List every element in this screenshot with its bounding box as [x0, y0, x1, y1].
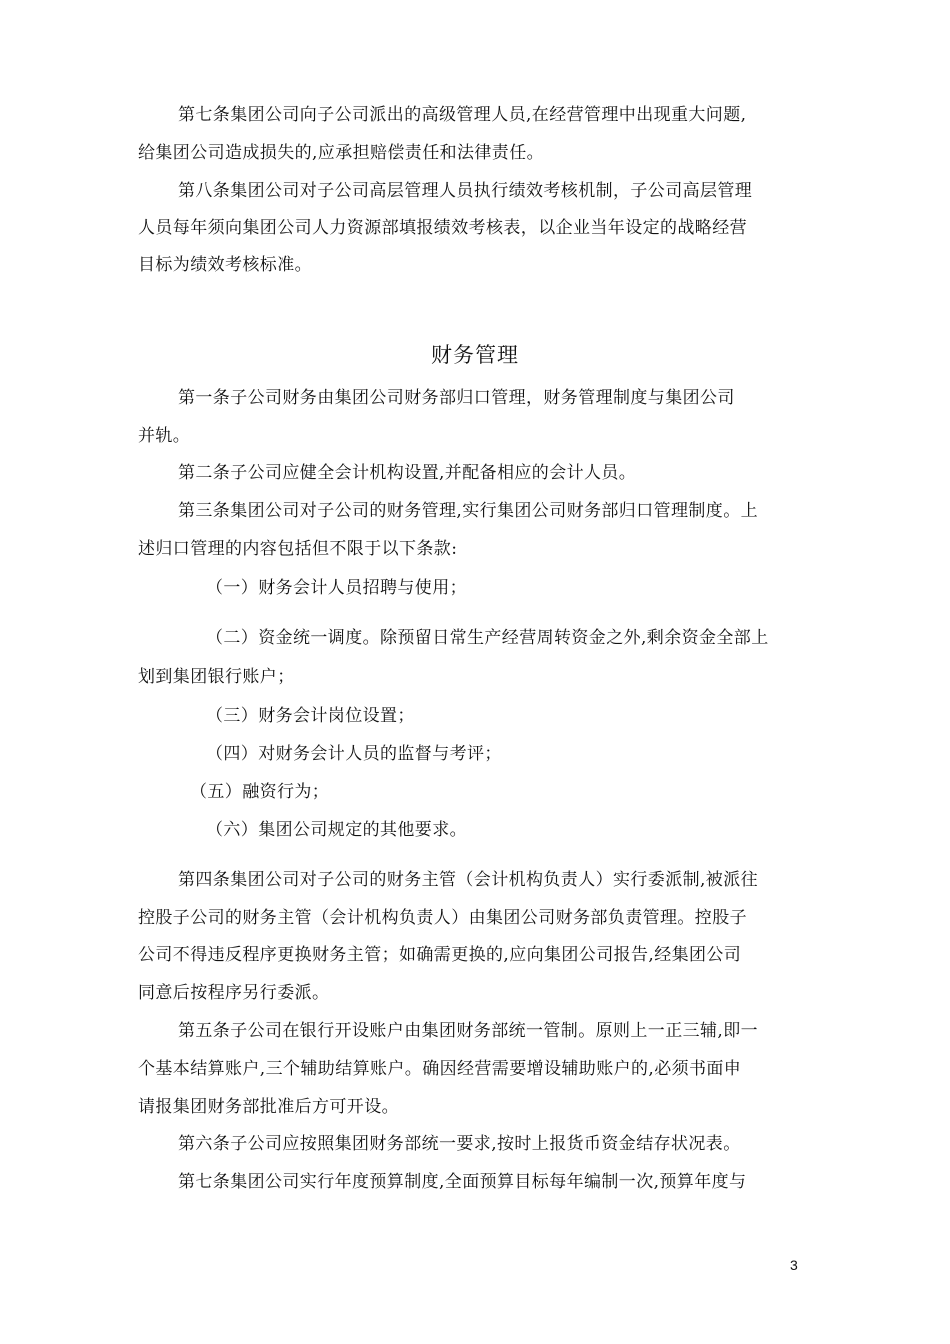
- paragraph-line: 第一条子公司财务由集团公司财务部归口管理，财务管理制度与集团公司: [178, 388, 735, 408]
- paragraph-line: 给集团公司造成损失的,应承担赔偿责任和法律责任。: [138, 143, 545, 163]
- list-item: （四）对财务会计人员的监督与考评；: [206, 744, 502, 764]
- paragraph-line: 述归口管理的内容包括但不限于以下条款:: [138, 539, 458, 559]
- list-item: （一）财务会计人员招聘与使用；: [206, 578, 467, 598]
- paragraph-line: 第六条子公司应按照集团财务部统一要求,按时上报货币资金结存状况表。: [178, 1134, 741, 1154]
- paragraph-line: 同意后按程序另行委派。: [138, 983, 330, 1003]
- paragraph-line: 第三条集团公司对子公司的财务管理,实行集团公司财务部归口管理制度。上: [178, 501, 759, 521]
- list-item: （二）资金统一调度。除预留日常生产经营周转资金之外,剩余资金全部上: [206, 628, 769, 648]
- paragraph-line: 并轨。: [138, 426, 191, 446]
- paragraph-line: 第七条集团公司实行年度预算制度,全面预算目标每年编制一次,预算年度与: [178, 1172, 747, 1192]
- list-item: （五）融资行为；: [190, 782, 330, 802]
- paragraph-line: 控股子公司的财务主管（会计机构负责人）由集团公司财务部负责管理。控股子: [138, 908, 747, 928]
- paragraph-line: 第四条集团公司对子公司的财务主管（会计机构负责人）实行委派制,被派往: [178, 870, 759, 890]
- paragraph-line: 第七条集团公司向子公司派出的高级管理人员,在经营管理中出现重大问题,: [178, 105, 747, 125]
- paragraph-line: 人员每年须向集团公司人力资源部填报绩效考核表，以企业当年设定的战略经营: [138, 218, 747, 238]
- section-title: 财务管理: [431, 343, 519, 367]
- paragraph-line: 划到集团银行账户；: [138, 667, 295, 687]
- list-item: （六）集团公司规定的其他要求。: [206, 820, 467, 840]
- paragraph-line: 第八条集团公司对子公司高层管理人员执行绩效考核机制，子公司高层管理: [178, 181, 753, 201]
- page-number: 3: [790, 1257, 798, 1273]
- paragraph-line: 目标为绩效考核标准。: [138, 255, 312, 275]
- paragraph-line: 请报集团财务部批准后方可开设。: [138, 1097, 399, 1117]
- paragraph-line: 个基本结算账户,三个辅助结算账户。确因经营需要增设辅助账户的,必须书面申: [138, 1059, 742, 1079]
- paragraph-line: 公司不得违反程序更换财务主管；如确需更换的,应向集团公司报告,经集团公司: [138, 945, 742, 965]
- list-item: （三）财务会计岗位设置；: [206, 706, 415, 726]
- paragraph-line: 第五条子公司在银行开设账户由集团财务部统一管制。原则上一正三辅,即一: [178, 1021, 759, 1041]
- paragraph-line: 第二条子公司应健全会计机构设置,并配备相应的会计人员。: [178, 463, 637, 483]
